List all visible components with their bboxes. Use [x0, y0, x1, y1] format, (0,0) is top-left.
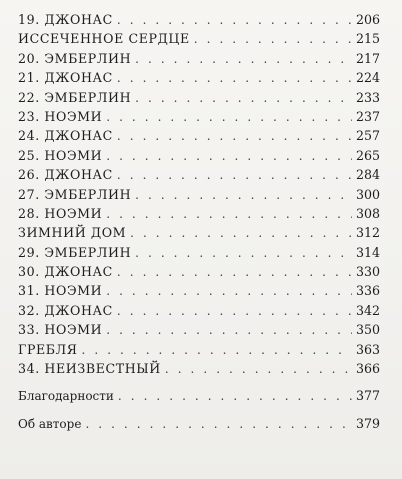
toc-entry	[18, 303, 380, 322]
dot-leader	[106, 323, 352, 337]
toc-entry-page: 265	[355, 147, 380, 163]
toc-entry-title: 19. ДЖОНАС	[18, 12, 113, 27]
toc-entry	[18, 128, 380, 147]
dot-leader	[135, 91, 352, 105]
toc-entry-title: 30. ДЖОНАС	[18, 264, 113, 280]
toc-entry	[18, 388, 380, 416]
toc-entry	[18, 148, 380, 167]
toc-entry-page: 379	[355, 416, 380, 432]
dot-leader	[165, 362, 352, 376]
toc-entry-page: 363	[355, 341, 380, 357]
table-of-contents	[18, 12, 380, 444]
dot-leader	[117, 304, 352, 318]
toc-entry-title: 27. ЭМБЕРЛИН	[18, 186, 132, 202]
dot-leader	[118, 389, 352, 403]
toc-entry	[18, 90, 380, 109]
toc-entry-title: 22. ЭМБЕРЛИН	[18, 89, 132, 105]
toc-entry-page: 224	[355, 70, 380, 86]
toc-entry	[18, 225, 380, 244]
dot-leader	[106, 207, 352, 221]
toc-entry-title: 32. ДЖОНАС	[18, 302, 113, 318]
toc-entry-page: 257	[355, 128, 380, 144]
dot-leader	[106, 110, 352, 124]
toc-entry-page: 284	[355, 167, 380, 183]
dot-leader	[135, 188, 352, 202]
toc-entry-page: 342	[355, 302, 380, 318]
back-matter	[18, 388, 380, 444]
dot-leader	[106, 284, 352, 298]
toc-entry-title: 25. НОЭМИ	[18, 147, 103, 163]
dot-leader	[117, 265, 352, 279]
dot-leader	[194, 32, 352, 46]
toc-entry-page: 215	[355, 31, 380, 47]
toc-entry	[18, 51, 380, 70]
toc-entry-page: 206	[355, 12, 380, 27]
toc-entry-page: 308	[355, 205, 380, 221]
toc-entry-page: 300	[355, 186, 380, 202]
dot-leader	[135, 52, 352, 66]
dot-leader	[82, 343, 352, 357]
toc-entry-title: 28. НОЭМИ	[18, 205, 103, 221]
toc-entry-title: 21. ДЖОНАС	[18, 70, 113, 86]
toc-entry	[18, 31, 380, 50]
toc-entry-page: 377	[355, 388, 380, 404]
toc-entry-page: 350	[355, 322, 380, 338]
dot-leader	[117, 168, 352, 182]
toc-entry	[18, 361, 380, 380]
toc-entry	[18, 70, 380, 89]
dot-leader	[117, 71, 352, 85]
dot-leader	[117, 129, 352, 143]
toc-entry	[18, 264, 380, 283]
dot-leader	[106, 149, 352, 163]
dot-leader	[117, 13, 352, 27]
toc-entry-title: 33. НОЭМИ	[18, 322, 103, 338]
toc-entry-title: ИССЕЧЕННОЕ СЕРДЦЕ	[18, 31, 190, 47]
toc-entry	[18, 187, 380, 206]
toc-entry	[18, 12, 380, 31]
toc-entry	[18, 245, 380, 264]
toc-entry-page: 237	[355, 108, 380, 124]
toc-entry-page: 217	[355, 50, 380, 66]
toc-entry-page: 336	[355, 283, 380, 299]
toc-entry-title: ГРЕБЛЯ	[18, 341, 78, 357]
toc-entry-title: 29. ЭМБЕРЛИН	[18, 244, 132, 260]
toc-entry	[18, 322, 380, 341]
toc-entry	[18, 167, 380, 186]
toc-entry-title: ЗИМНИЙ ДОМ	[18, 225, 127, 241]
toc-entry-title: Об авторе	[18, 417, 82, 432]
toc-entry-title: 31. НОЭМИ	[18, 283, 103, 299]
toc-entry	[18, 109, 380, 128]
toc-entry-title: 26. ДЖОНАС	[18, 167, 113, 183]
toc-entry-page: 330	[355, 264, 380, 280]
toc-entry-title: 23. НОЭМИ	[18, 108, 103, 124]
dot-leader	[135, 246, 352, 260]
toc-entry-title: Благодарности	[18, 389, 114, 404]
toc-entry	[18, 342, 380, 361]
toc-entry	[18, 206, 380, 225]
toc-entry	[18, 283, 380, 302]
toc-entry-page: 233	[355, 89, 380, 105]
toc-entry-page: 312	[355, 225, 380, 241]
dot-leader	[85, 417, 352, 431]
toc-entry-title: 34. НЕИЗВЕСТНЫЙ	[18, 361, 161, 377]
toc-entry-title: 20. ЭМБЕРЛИН	[18, 50, 132, 66]
toc-entry-page: 314	[355, 244, 380, 260]
dot-leader	[130, 226, 352, 240]
toc-entry-page: 366	[355, 361, 380, 377]
toc-entry-title: 24. ДЖОНАС	[18, 128, 113, 144]
toc-entry	[18, 416, 380, 444]
